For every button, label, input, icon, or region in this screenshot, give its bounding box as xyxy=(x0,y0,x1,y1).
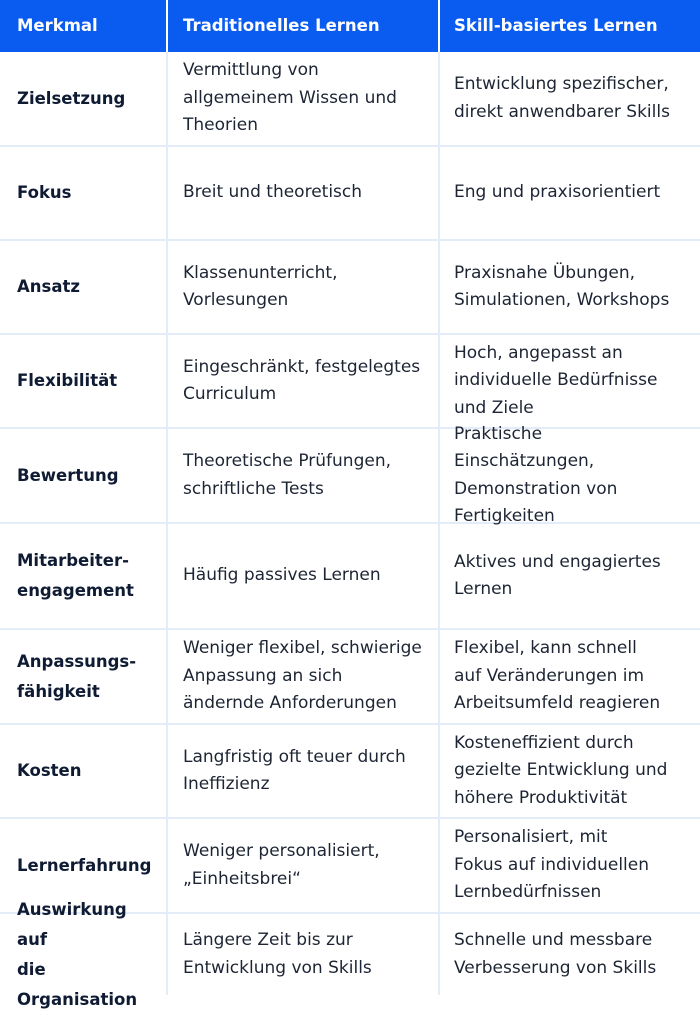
row-zielsetzung-traditional: Vermittlung von allgemeinem Wissen und Theorien xyxy=(168,52,440,147)
row-kosten-traditional: Langfristig oft teuer durch Ineffizienz xyxy=(168,725,440,819)
row-mitarbeiterengagement-feature: Mitarbeiter- engagement xyxy=(0,524,168,630)
header-merkmal: Merkmal xyxy=(0,0,168,52)
row-anpassungsfaehigkeit-feature: Anpassungs- fähigkeit xyxy=(0,630,168,725)
header-traditionelles-lernen: Traditionelles Lernen xyxy=(168,0,440,52)
row-kosten-feature: Kosten xyxy=(0,725,168,819)
row-lernerfahrung-traditional: Weniger personalisiert, „Einheitsbrei“ xyxy=(168,819,440,914)
header-skill-basiertes-lernen: Skill-basiertes Lernen xyxy=(440,0,700,52)
row-lernerfahrung-feature: Lernerfahrung xyxy=(0,819,168,914)
row-flexibilitaet-traditional: Eingeschränkt, festgelegtes Curriculum xyxy=(168,335,440,429)
row-fokus-feature: Fokus xyxy=(0,147,168,241)
row-zielsetzung-feature: Zielsetzung xyxy=(0,52,168,147)
row-mitarbeiterengagement-traditional: Häufig passives Lernen xyxy=(168,524,440,630)
row-mitarbeiterengagement-skill-based: Aktives und engagiertes Lernen xyxy=(440,524,700,630)
row-bewertung-traditional: Theoretische Prüfungen, schriftliche Tests xyxy=(168,429,440,524)
row-anpassungsfaehigkeit-traditional: Weniger flexibel, schwierige Anpassung an sich ändernde Anforderungen xyxy=(168,630,440,725)
row-anpassungsfaehigkeit-skill-based: Flexibel, kann schnell auf Veränderungen im Arbeitsumfeld reagieren xyxy=(440,630,700,725)
row-fokus-skill-based: Eng und praxisorientiert xyxy=(440,147,700,241)
row-bewertung-skill-based: Praktische Einschätzungen, Demonstration von Fertigkeiten xyxy=(440,429,700,524)
row-auswirkung-traditional: Längere Zeit bis zur Entwicklung von Skills xyxy=(168,914,440,995)
row-zielsetzung-skill-based: Entwicklung spezifischer, direkt anwendbarer Skills xyxy=(440,52,700,147)
row-bewertung-feature: Bewertung xyxy=(0,429,168,524)
row-auswirkung-skill-based: Schnelle und messbare Verbesserung von Skills xyxy=(454,930,657,978)
row-kosten-skill-based: Kosteneffizient durch gezielte Entwicklung und höhere Produktivität xyxy=(440,725,700,819)
row-ansatz-traditional: Klassenunterricht, Vorlesungen xyxy=(168,241,440,335)
row-ansatz-skill-based: Praxisnahe Übungen, Simulationen, Workshops xyxy=(440,241,700,335)
row-fokus-traditional: Breit und theoretisch xyxy=(168,147,440,241)
row-ansatz-feature: Ansatz xyxy=(0,241,168,335)
row-flexibilitaet-skill-based: Hoch, angepasst an individuelle Bedürfnisse und Ziele xyxy=(440,335,700,429)
row-auswirkung-feature: Auswirkung auf die Organisation xyxy=(0,914,168,995)
row-flexibilitaet-feature: Flexibilität xyxy=(0,335,168,429)
row-lernerfahrung-skill-based: Personalisiert, mit Fokus auf individuellen Lernbedürfnissen xyxy=(440,819,700,914)
